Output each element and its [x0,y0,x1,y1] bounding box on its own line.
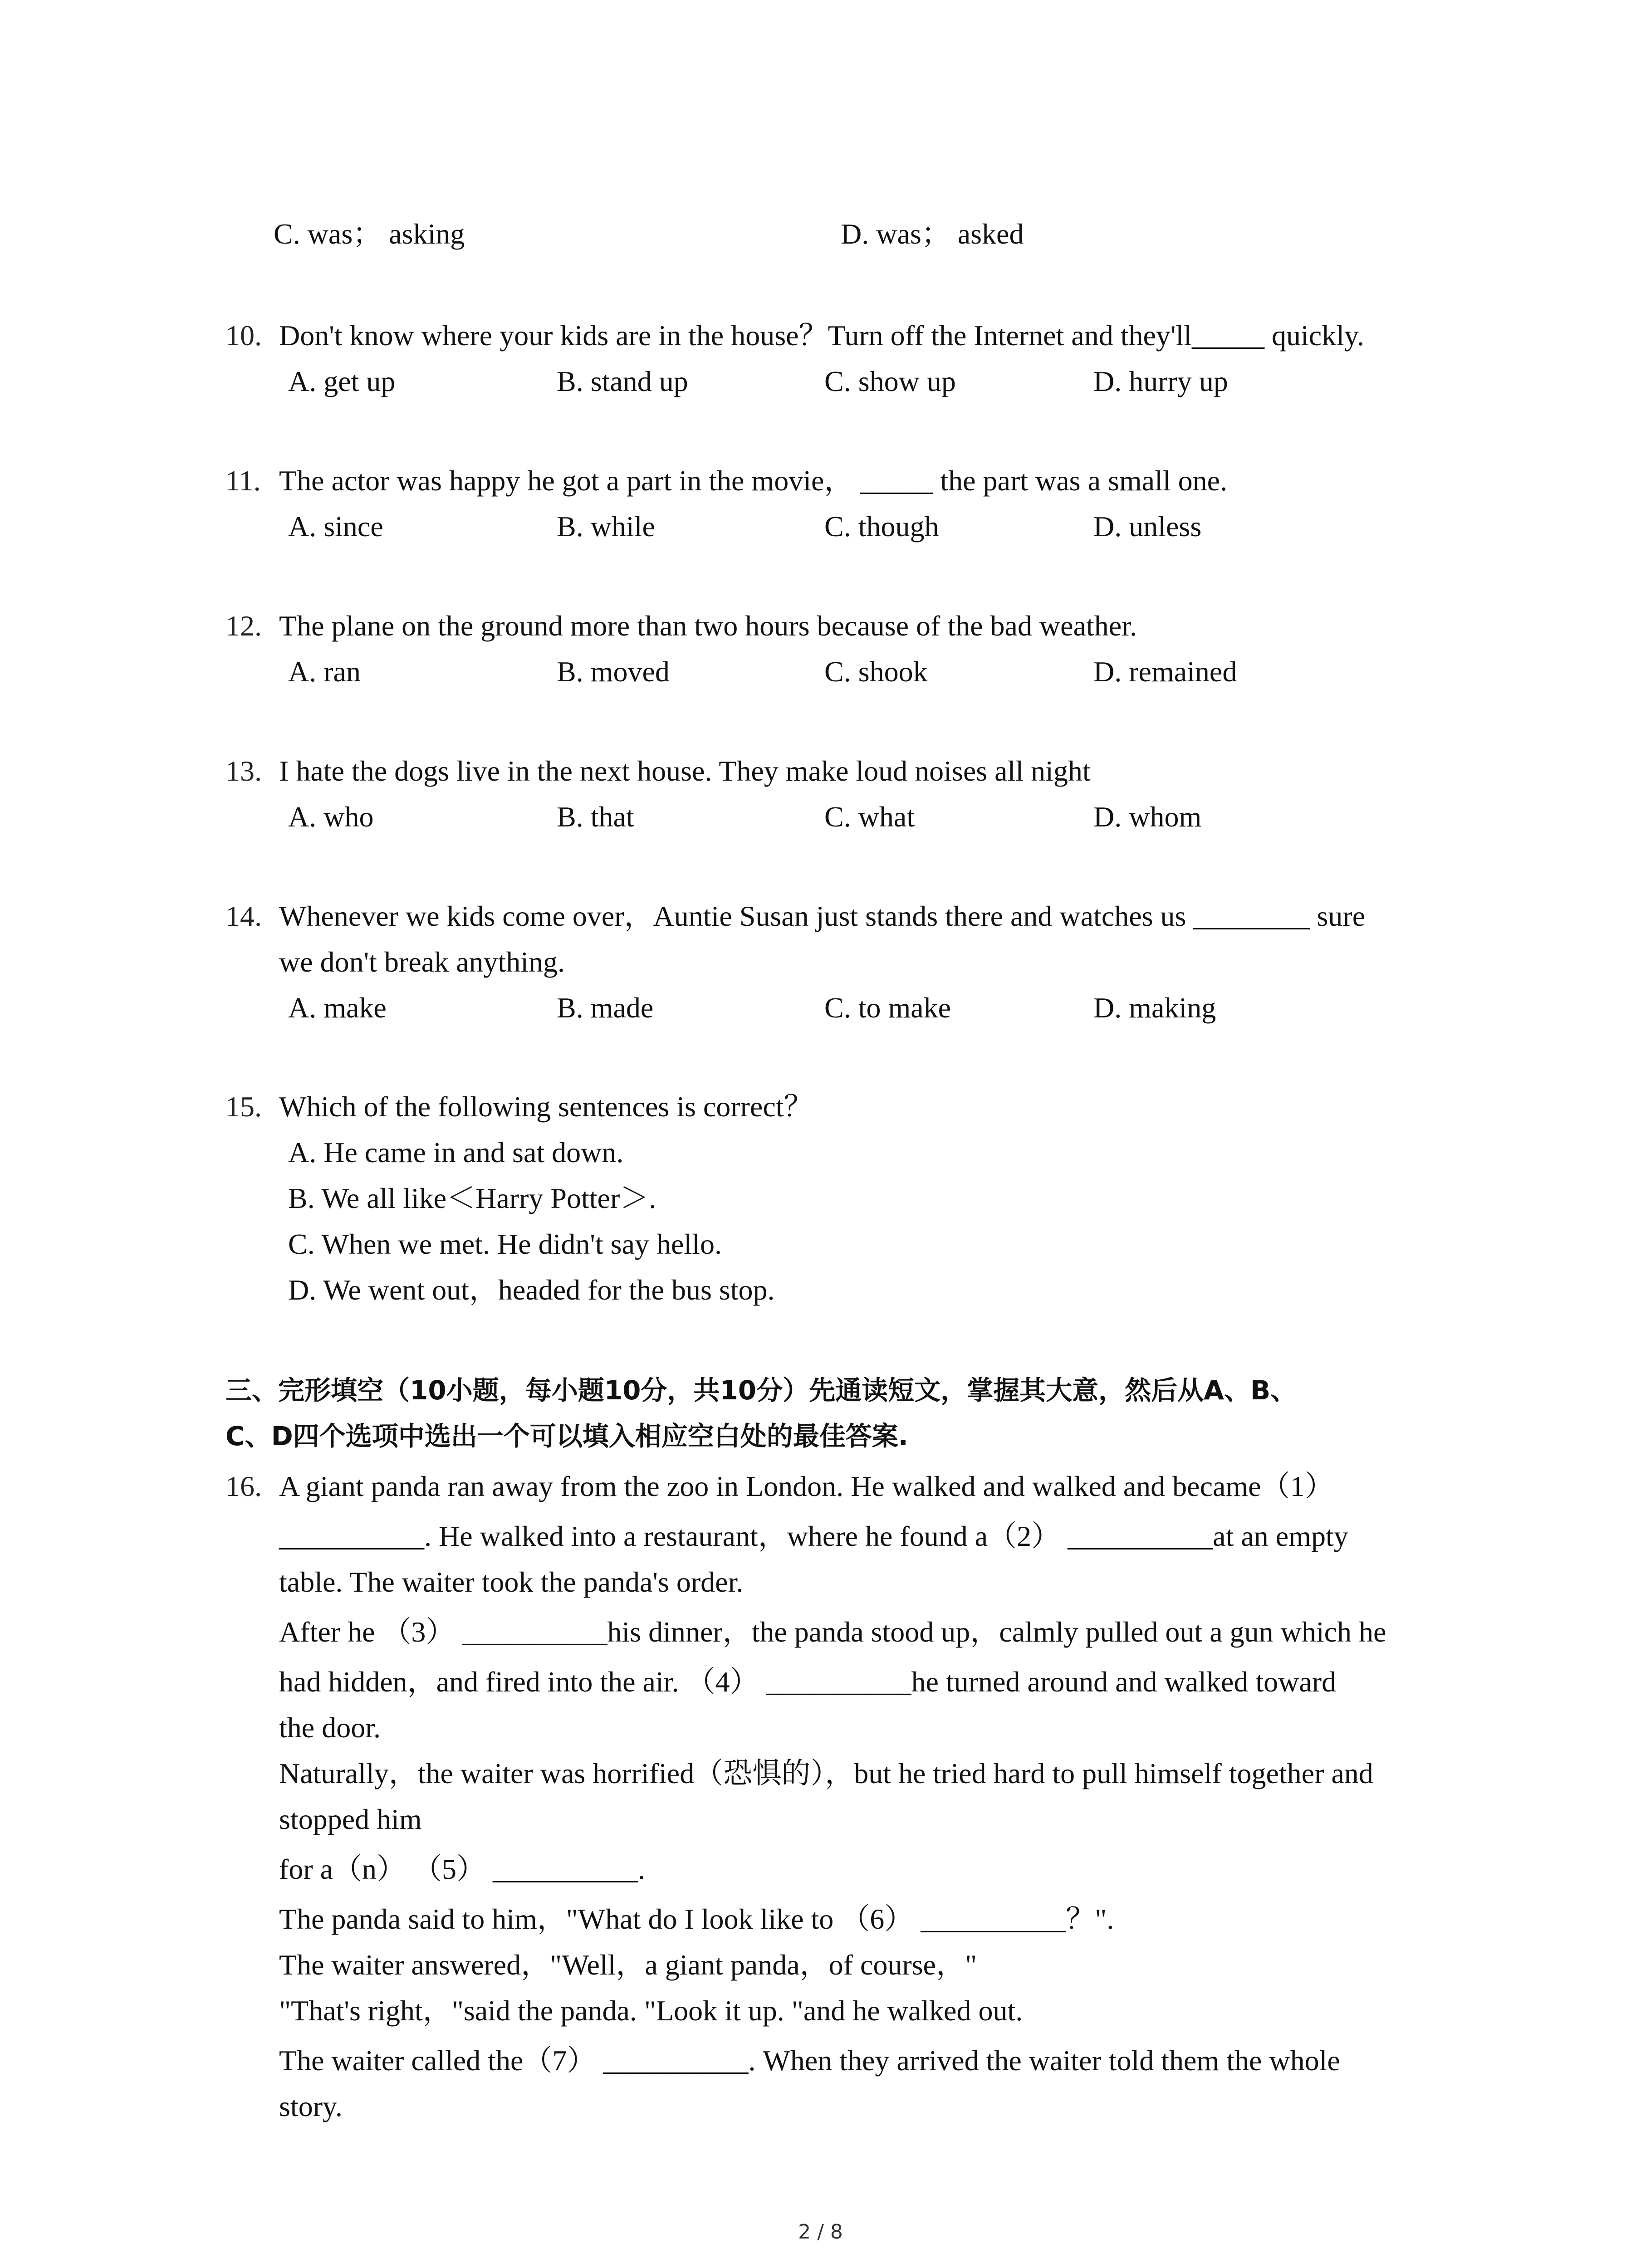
option-d: D. We went out，headed for the bus stop. [288,1274,775,1306]
page-number: 2 / 8 [798,2220,843,2244]
question-number: 10. [225,319,262,352]
question-text: Don't know where your kids are in the house？Turn off the Internet and they'll_____ quickly. [279,319,1364,352]
q9-option-c: C. was； asking [274,218,465,250]
passage-line: table. The waiter took the panda's order. [279,1566,744,1598]
passage-line: After he （3） __________his dinner，the panda stood up，calmly pulled out a gun which he [279,1616,1386,1648]
option-a: A. He came in and sat down. [288,1136,624,1168]
section-heading: 三、完形填空（10小题，每小题10分，共10分）先通读短文，掌握其大意，然后从A、B、 [225,1375,1297,1406]
passage-line: story. [279,2090,343,2122]
option-c: C. though [824,510,939,543]
question-text: Whenever we kids come over，Auntie Susan just stands there and watches us ________ sure [279,900,1366,932]
option-d: D. hurry up [1093,365,1228,397]
option-d: D. making [1093,992,1216,1024]
option-c: C. show up [824,365,956,397]
option-d: D. remained [1093,655,1237,688]
question-number: 13. [225,755,262,787]
question-number: 11. [225,464,261,497]
option-d: D. unless [1093,510,1202,543]
question-text: I hate the dogs live in the next house. They make loud noises all night [279,755,1091,787]
passage-line: the door. [279,1711,381,1744]
option-a: A. ran [288,655,361,688]
option-b: B. while [557,510,655,543]
q9-option-d: D. was； asked [841,218,1024,250]
option-b: B. We all like＜Harry Potter＞. [288,1182,656,1214]
question-number: 15. [225,1090,262,1123]
passage-line: The waiter called the（7） __________. When they arrived the waiter told them the whole [279,2044,1340,2077]
passage-line: A giant panda ran away from the zoo in London. He walked and walked and became（1） [279,1470,1334,1502]
option-c: C. shook [824,655,928,688]
passage-line: stopped him [279,1803,422,1835]
passage-line: had hidden，and fired into the air. （4） __________he turned around and walked toward [279,1666,1337,1698]
option-a: A. get up [288,365,396,397]
option-c: C. to make [824,992,951,1024]
passage-line: "That's right，"said the panda. "Look it up. "and he walked out. [279,1994,1023,2027]
passage-line: Naturally，the waiter was horrified（恐惧的），but he tried hard to pull himself together and [279,1757,1373,1789]
question-number: 16. [225,1470,262,1502]
passage-line: __________. He walked into a restaurant，where he found a（2） __________at an empty [279,1520,1348,1552]
option-d: D. whom [1093,801,1202,833]
option-a: A. make [288,992,387,1024]
question-number: 14. [225,900,262,932]
option-b: B. that [557,801,634,833]
option-a: A. who [288,801,374,833]
option-b: B. made [557,992,654,1024]
passage-line: The waiter answered，"Well，a giant panda，of course，" [279,1949,977,1981]
option-b: B. stand up [557,365,688,397]
question-text: Which of the following sentences is correct？ [279,1090,813,1123]
option-b: B. moved [557,655,670,688]
option-a: A. since [288,510,383,543]
passage-line: The panda said to him，"What do I look like to （6） __________？". [279,1903,1114,1935]
section-heading-continued: C、D四个选项中选出一个可以填入相应空白处的最佳答案. [225,1421,908,1452]
passage-line: for a（n） （5） __________. [279,1853,646,1885]
option-c: C. what [824,801,915,833]
question-text: The actor was happy he got a part in the movie， _____ the part was a small one. [279,464,1228,497]
option-c: C. When we met. He didn't say hello. [288,1228,722,1260]
question-text: The plane on the ground more than two hours because of the bad weather. [279,610,1137,642]
question-number: 12. [225,610,262,642]
question-text-continued: we don't break anything. [279,946,565,978]
